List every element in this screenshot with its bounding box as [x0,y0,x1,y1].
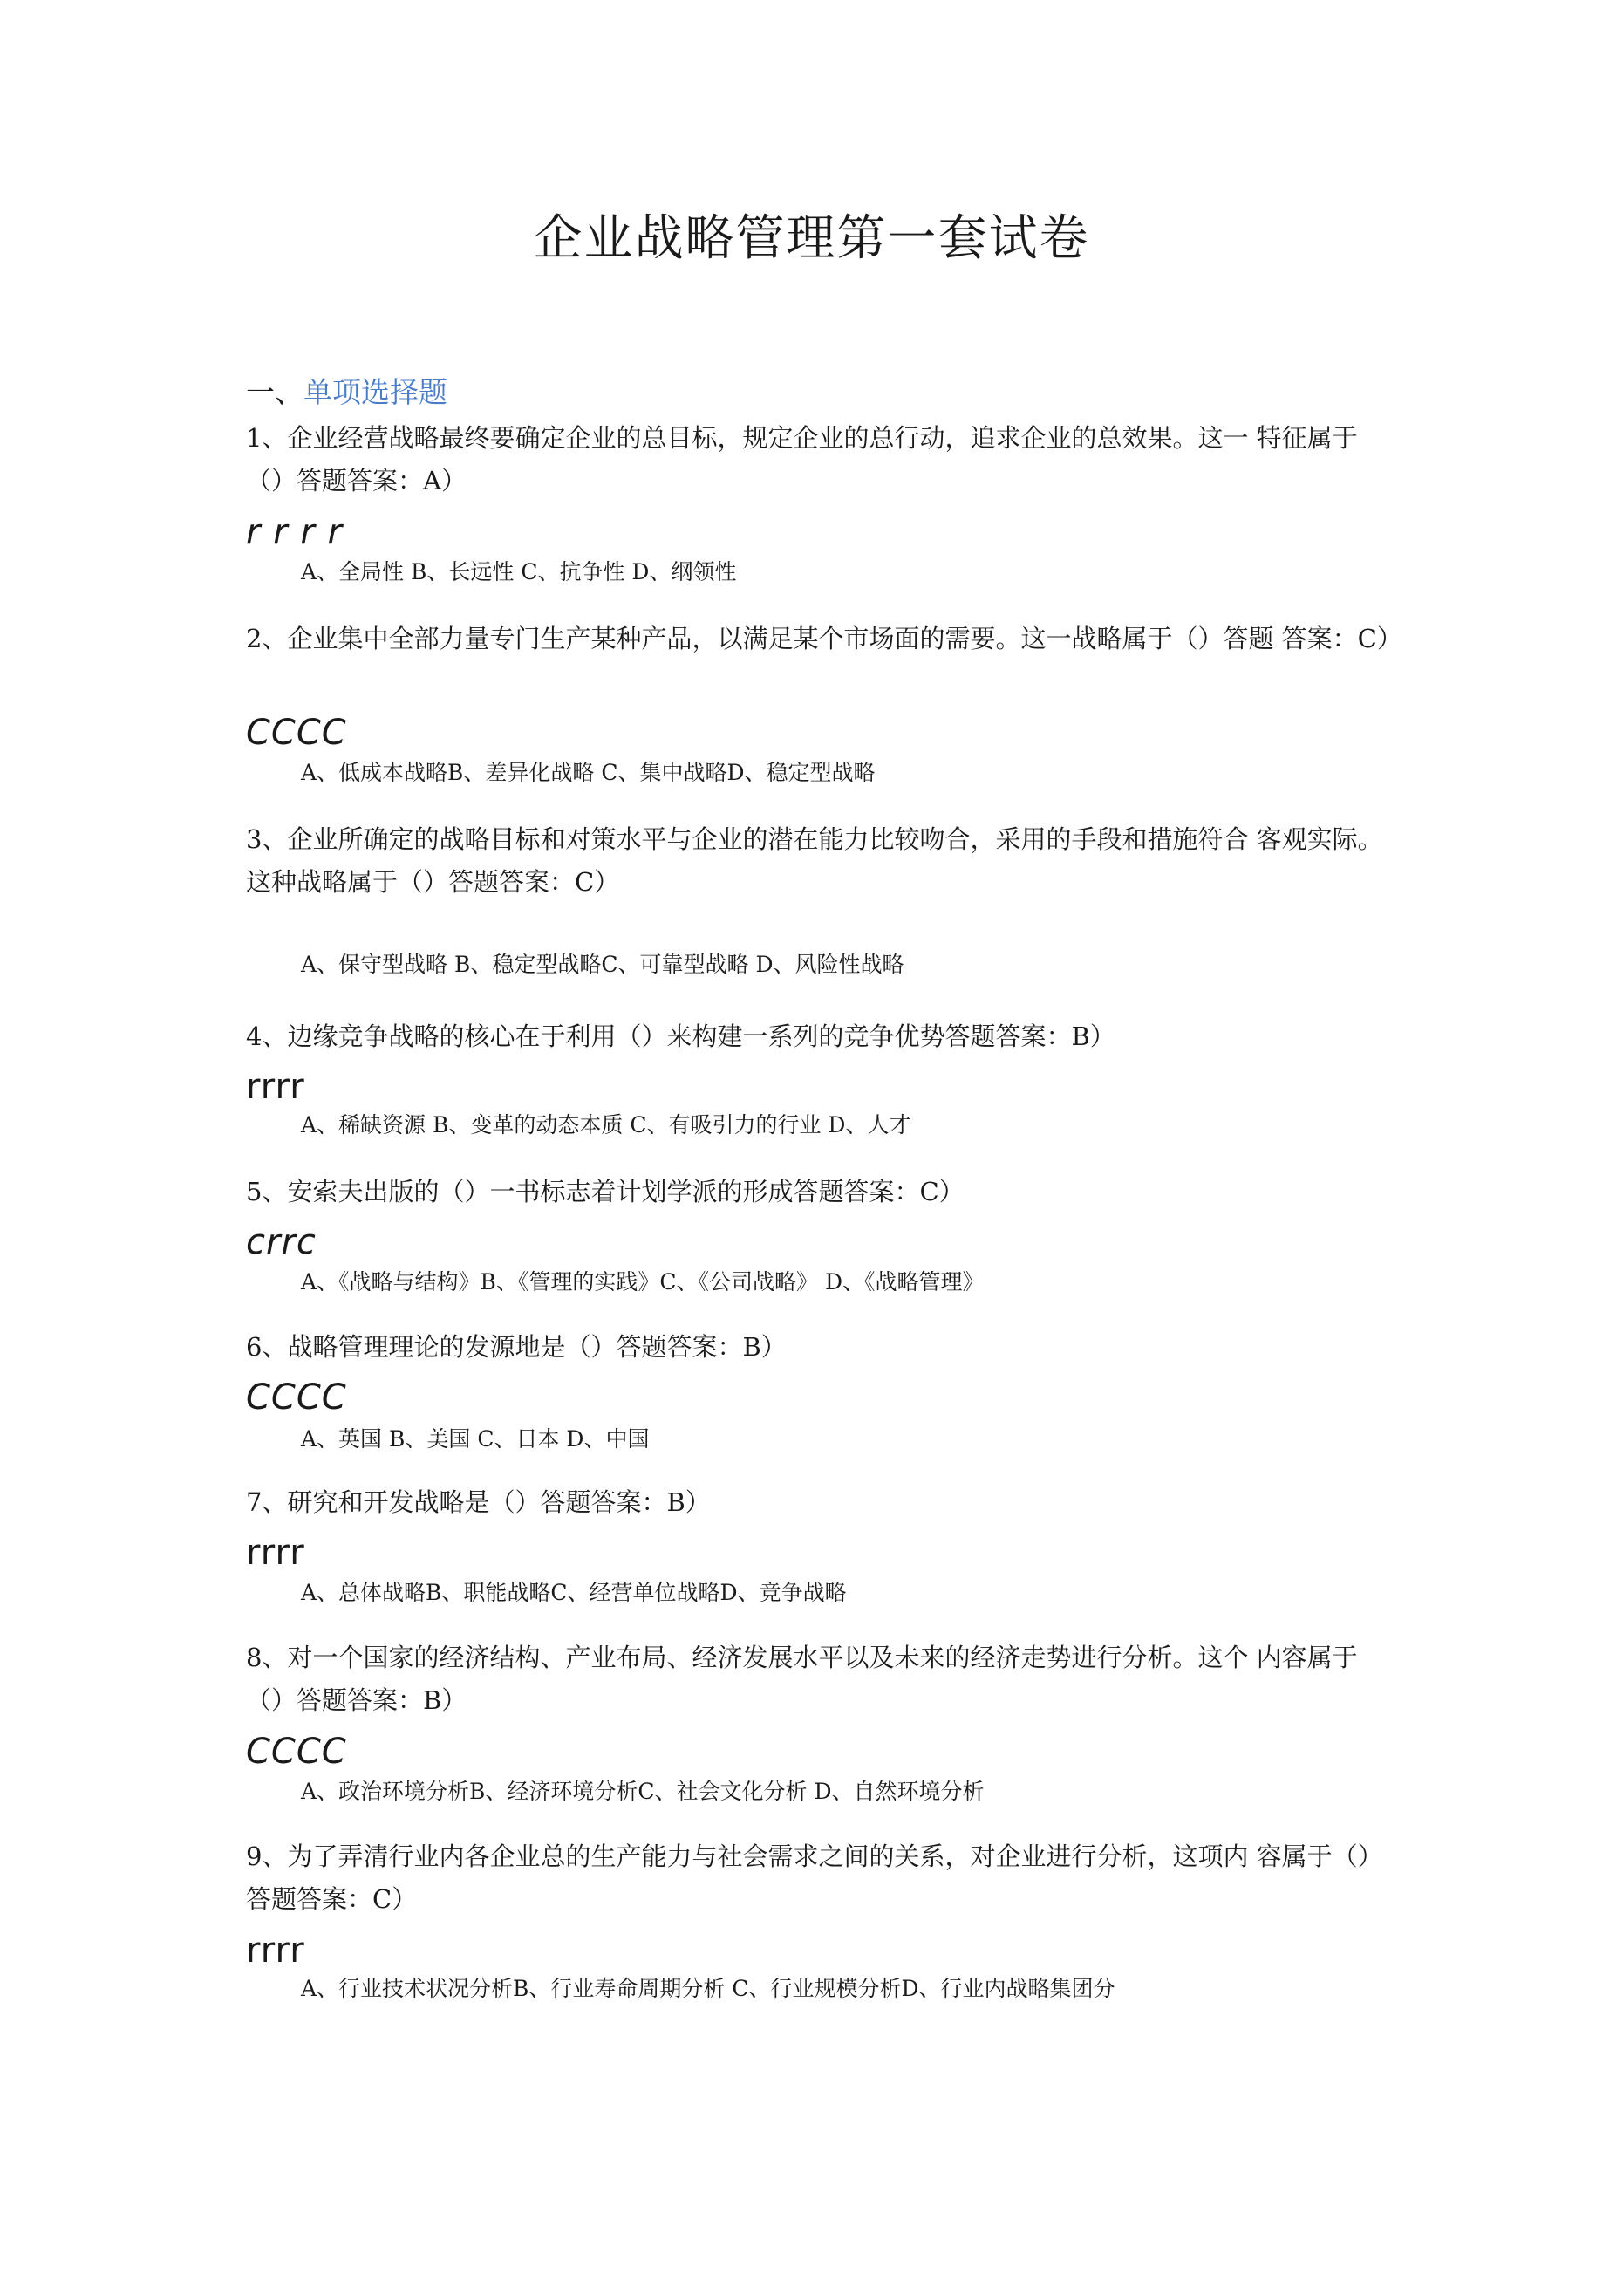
question-9-options: A、行业技术状况分析B、行业寿命周期分析 C、行业规模分析D、行业内战略集团分 [301,1976,1115,2001]
section-heading [246,373,447,412]
question-5-marks: crrc [246,1222,317,1262]
question-4-text: 4、边缘竞争战略的核心在于利用（）来构建一系列的竞争优势答题答案：B） [246,1022,1115,1051]
question-6-marks: CCCC [246,1377,347,1418]
question-1-options: A、全局性 B、长远性 C、抗争性 D、纲领性 [301,559,737,584]
question-4-options: A、稀缺资源 B、变革的动态本质 C、有吸引力的行业 D、人才 [301,1112,911,1138]
question-6-text: 6、战略管理理论的发源地是（）答题答案：B） [246,1332,787,1362]
question-6-options: A、英国 B、美国 C、日本 D、中国 [301,1426,650,1452]
question-1-marks: r r r r [246,512,343,552]
question-2-text: 2、企业集中全部力量专门生产某种产品，以满足某个市场面的需要。这一战略属于（）答题 答案：C） [246,624,1402,653]
question-9-text: 9、为了弄清行业内各企业总的生产能力与社会需求之间的关系，对企业进行分析，这项内 容属于（）答题答案：C） [246,1842,1383,1914]
question-5-options: A、《战略与结构》B、《管理的实践》C、《公司战略》 D、《战略管理》 [301,1269,985,1295]
question-2-marks: CCCC [246,713,347,753]
question-7-text: 7、研究和开发战略是（）答题答案：B） [246,1487,711,1517]
question-4-marks: rrrr [246,1067,305,1107]
question-3-text: 3、企业所确定的战略目标和对策水平与企业的潜在能力比较吻合，采用的手段和措施符合 客观实际。这种战略属于（）答题答案：C） [246,824,1383,897]
question-8-marks: CCCC [246,1732,347,1772]
question-7-options: A、总体战略B、职能战略C、经营单位战略D、竞争战略 [301,1580,847,1605]
question-9-marks: rrrr [246,1930,305,1971]
page-title: 企业战略管理第一套试卷 [533,210,1090,267]
question-2-options: A、低成本战略B、差异化战略 C、集中战略D、稳定型战略 [301,760,876,785]
section-number: 一、 [246,375,303,409]
question-7-marks: rrrr [246,1533,305,1573]
question-3-options: A、保守型战略 B、稳定型战略C、可靠型战略 D、风险性战略 [301,952,904,977]
section-name: 单项选择题 [303,375,447,409]
question-8-options: A、政治环境分析B、经济环境分析C、社会文化分析 D、自然环境分析 [301,1779,985,1804]
question-8-text: 8、对一个国家的经济结构、产业布局、经济发展水平以及未来的经济走势进行分析。这个 内容属于（）答题答案：B） [246,1643,1358,1715]
question-5-text: 5、安索夫出版的（）一书标志着计划学派的形成答题答案：C） [246,1177,965,1206]
question-1-text: 1、企业经营战略最终要确定企业的总目标，规定企业的总行动，追求企业的总效果。这一 特征属于（）答题答案：A） [246,423,1358,495]
